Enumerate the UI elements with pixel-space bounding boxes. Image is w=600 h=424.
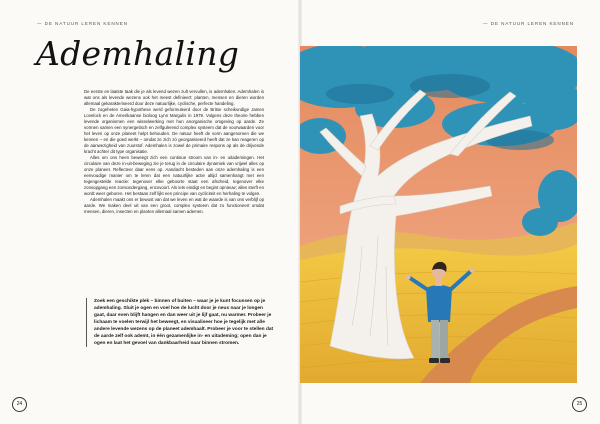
paragraph: Alles om ons heen beweegt zich een continue stroom van in- en uitademingen. Het circulaire van deze in-uit-beweging zie je terug in de circulaire dynamiek van vrijwel alles op onze planeet. Reflecteer daar eens op. Aandacht besteden aan onze ademhaling is een eenvoudige manier om te leren dat een natuurlijke actie altijd samenhangt met een tegengestelde reactie: tegenover elke geboorte staat een afscheid, tegenover elke zonsopgang een zonsondergang, enzovoort. Als iets eindigt en begint opnieuw; alles sterft en wordt weer geboren. Het bestaan zelf lijkt een principe van cyclicitеit en herhaling te volgen. <box>84 155 264 196</box>
paragraph: De zogeheten Gaia-hypothese werd geformuleerd door de Britse scheikundige James Lovelock en de Amerikaanse bioloog Lynn Margulis in 1979. Volgens deze theorie hebben levende organismen een wisselwerking met hun anorganische omgeving op aarde. Ze vormen samen een synergetisch en zelfgulerend complex systeem dat de voorwaarden voor het leven op onze planeet helpt behouden. De natuur heeft de vorm aangenomen die we kennen – en die goed werkt – omdat ze zich zó georganiseerd heeft dat ze kan reageren op de aanwezigheid van zuurstof. Ademhalen is zowel de primaire respons op als de drijvende kracht achter dit type organisatie. <box>84 107 264 154</box>
page-number-right: 25 <box>572 397 587 412</box>
illustration-svg <box>300 46 577 383</box>
page-title: Ademhaling <box>36 34 240 73</box>
exercise-box: Zoek een geschikte plek – binnen of buiten – waar je je kunt focussen op je ademhaling. Sluit je ogen en voel hoe de lucht door je neus naar je longen gaat, daar even blijft hangen en dan weer uit je lijf gaat, nu warmer. Probeer je lichaam te voelen terwijl het beweegt, en visualiseer hoe je tegelijk met alle andere levende wezens op de planeet ademhaalt. Probeer je voor te stellen dat de aarde zelf ook ademt, in één gezamenlijke in- en uitademing; open dan je ogen en laat het gevoel van dankbaarheid naar binnen stromen. <box>86 298 274 347</box>
body-text <box>84 89 264 215</box>
running-head-right: — DE NATUUR LEREN KENNEN <box>483 21 574 26</box>
paragraph: Ademhalen maakt ons er bewust van dat we leven en wat de waarde is van ons verblijf op aarde. We maken deel uit van een groot, complex systeem dat zo functioneert omdat mensen, dieren, insecten en planten allemaal samen ademen. <box>84 197 264 214</box>
tree-illustration <box>300 46 577 383</box>
paragraph: De eerste en laatste taak die je als levend wezen zult vervullen, is ademhalen. Ademhalen is wat ons als levende wezens ook het meest definieert: planten, mensen en dieren worden allemaal gekarakteriseerd door deze natuurlijke, cyclische, perfecte handeling. <box>84 89 264 106</box>
page-number-left: 24 <box>12 397 27 412</box>
running-head-left: — DE NATUUR LEREN KENNEN <box>37 21 128 26</box>
